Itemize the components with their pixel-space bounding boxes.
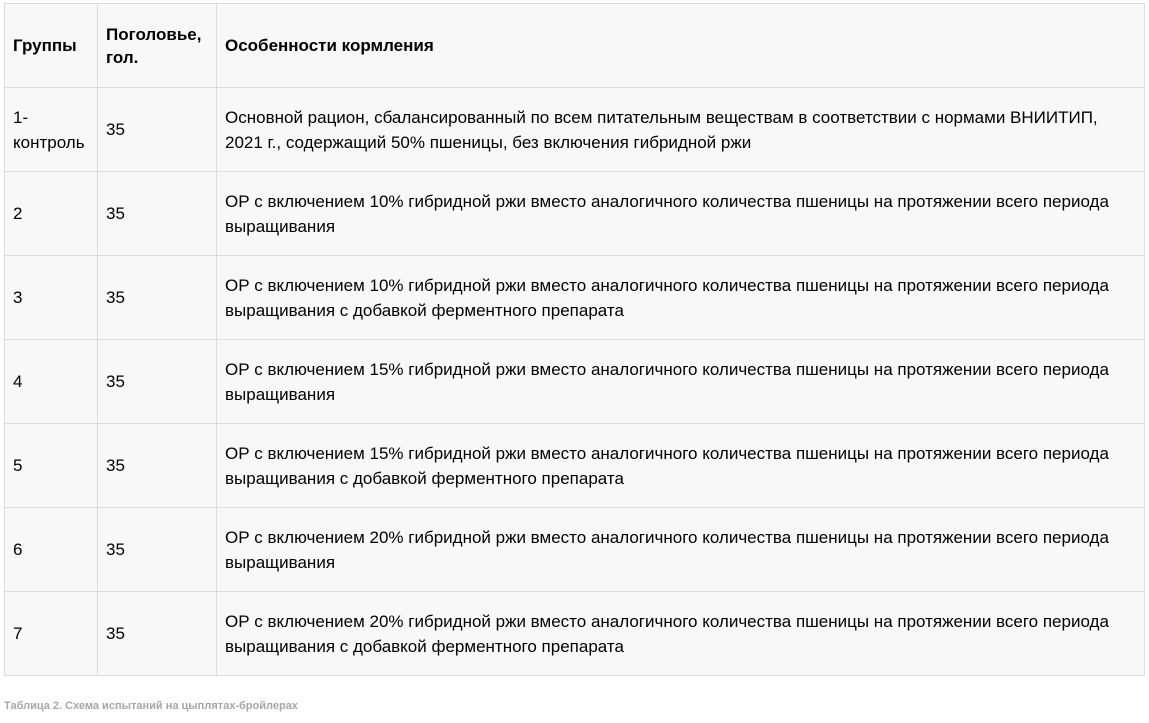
cell-count: 35 (98, 340, 217, 424)
cell-count: 35 (98, 508, 217, 592)
cell-feeding: ОР с включением 10% гибридной ржи вместо аналогичного количества пшеницы на протяжении всего периода выращивания с добавкой ферментного препарата (217, 256, 1145, 340)
table-row (5, 508, 1145, 592)
cell-feeding: ОР с включением 15% гибридной ржи вместо аналогичного количества пшеницы на протяжении всего периода выращивания (217, 340, 1145, 424)
cell-count: 35 (98, 172, 217, 256)
cell-feeding: Основной рацион, сбалансированный по всем питательным веществам в соответствии с нормами ВНИИТИП, 2021 г., содержащий 50% пшеницы, без включения гибридной ржи (217, 88, 1145, 172)
table-row (5, 424, 1145, 508)
cell-group: 5 (5, 424, 98, 508)
header-feeding-features: Особенности кормления (217, 4, 1145, 88)
trial-scheme-table-wrapper (4, 3, 1144, 676)
trial-scheme-table (4, 3, 1145, 676)
cell-group: 1-контроль (5, 88, 98, 172)
cell-feeding: ОР с включением 20% гибридной ржи вместо аналогичного количества пшеницы на протяжении всего периода выращивания с добавкой ферментного препарата (217, 592, 1145, 676)
table-row (5, 256, 1145, 340)
cell-count: 35 (98, 256, 217, 340)
cell-count: 35 (98, 592, 217, 676)
cell-feeding: ОР с включением 10% гибридной ржи вместо аналогичного количества пшеницы на протяжении всего периода выращивания (217, 172, 1145, 256)
header-groups: Группы (5, 4, 98, 88)
table-row (5, 172, 1145, 256)
cell-feeding: ОР с включением 20% гибридной ржи вместо аналогичного количества пшеницы на протяжении всего периода выращивания (217, 508, 1145, 592)
table-row (5, 592, 1145, 676)
table-row (5, 340, 1145, 424)
cell-count: 35 (98, 88, 217, 172)
header-head-count: Поголовье, гол. (98, 4, 217, 88)
cell-group: 4 (5, 340, 98, 424)
cell-group: 3 (5, 256, 98, 340)
table-header-row (5, 4, 1145, 88)
cell-group: 7 (5, 592, 98, 676)
cell-group: 6 (5, 508, 98, 592)
cell-feeding: ОР с включением 15% гибридной ржи вместо аналогичного количества пшеницы на протяжении всего периода выращивания с добавкой ферментного препарата (217, 424, 1145, 508)
table-row (5, 88, 1145, 172)
cell-group: 2 (5, 172, 98, 256)
table-caption: Таблица 2. Схема испытаний на цыплятах-бройлерах (4, 700, 298, 712)
cell-count: 35 (98, 424, 217, 508)
